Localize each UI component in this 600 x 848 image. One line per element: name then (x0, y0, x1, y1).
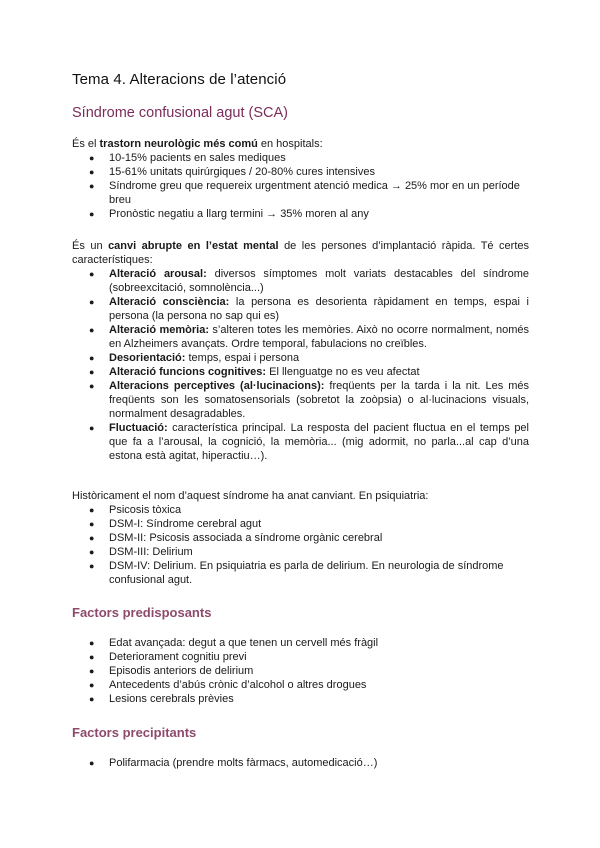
bullet-icon: ● (89, 167, 95, 177)
bullet-icon: ● (89, 758, 95, 768)
features-list (72, 267, 529, 463)
bullet-icon: ● (89, 353, 95, 363)
list-item: ● 15-61% unitats quirúrgiques / 20-80% cures intensives (89, 166, 375, 178)
list-item: ● Fluctuació: característica principal. La resposta del pacient fluctua en el temps pel que fa a l’arousal, la cognició, la memòria... (mig adormit, no parla...al cap d’una estona està agitat, hiperactiu…). (89, 422, 529, 462)
section-heading-predisposants: Factors predisposants (72, 605, 212, 620)
document-title: Tema 4. Alteracions de l’atenció (72, 71, 287, 88)
list-item: ● DSM-II: Psicosis associada a síndrome orgànic cerebral (89, 532, 383, 544)
bullet-icon: ● (89, 297, 95, 307)
list-item: ● Edat avançada: degut a que tenen un cervell més fràgil (89, 637, 379, 649)
bullet-icon: ● (89, 666, 95, 676)
bullet-icon: ● (89, 367, 95, 377)
list-item: ● DSM-III: Delirium (89, 546, 193, 558)
definition-paragraph: És un canvi abrupte en l’estat mental de les persones d’implantació ràpida. Té certes característiques: (72, 240, 529, 266)
list-item: ● Síndrome greu que requereix urgentment atenció medica → 25% mor en un període breu (89, 180, 520, 206)
list-item: ● Polifarmacia (prendre molts fàrmacs, automedicació…) (89, 757, 378, 769)
list-item: ● 10-15% pacients en sales mediques (89, 152, 286, 164)
bullet-icon: ● (89, 680, 95, 690)
predisposants-list (72, 636, 529, 706)
bullet-icon: ● (89, 269, 95, 279)
bullet-icon: ● (89, 325, 95, 335)
bullet-icon: ● (89, 181, 95, 191)
bullet-icon: ● (89, 519, 95, 529)
bullet-icon: ● (89, 533, 95, 543)
bullet-icon: ● (89, 423, 95, 433)
bullet-icon: ● (89, 638, 95, 648)
list-item: ● DSM-I: Síndrome cerebral agut (89, 518, 262, 530)
bullet-icon: ● (89, 694, 95, 704)
bullet-icon: ● (89, 153, 95, 163)
bullet-icon: ● (89, 547, 95, 557)
history-list (72, 503, 529, 587)
precipitants-list (72, 756, 529, 770)
list-item: ● Alteracions perceptives (al·lucinacions): freqüents per la tarda i la nit. Les més freqüents son les somatosensorials (sobretot la zoòpsia) o al·lucinacions visuals, normalment desagradables. (89, 380, 529, 420)
list-item: ● Antecedents d’abús crònic d’alcohol o altres drogues (89, 679, 367, 691)
bullet-icon: ● (89, 505, 95, 515)
list-item: ● Alteració arousal: diversos símptomes molt variats destacables del síndrome (sobreexcitació, somnolència...) (89, 268, 529, 294)
intro-bullet-list (72, 151, 529, 221)
section-heading-precipitants: Factors precipitants (72, 725, 197, 740)
list-item: ● Alteració funcions cognitives: El llenguatge no es veu afectat (89, 366, 420, 378)
list-item: ● DSM-IV: Delirium. En psiquiatria es parla de delirium. En neurologia de síndrome confusional agut. (89, 560, 504, 586)
list-item: ● Lesions cerebrals prèvies (89, 693, 234, 705)
bullet-icon: ● (89, 209, 95, 219)
list-item: ● Desorientació: temps, espai i persona (89, 352, 300, 364)
list-item: ● Pronòstic negatiu a llarg termini → 35% moren al any (89, 208, 369, 220)
list-item: ● Episodis anteriors de delirium (89, 665, 254, 677)
bullet-icon: ● (89, 561, 95, 571)
list-item: ● Psicosis tòxica (89, 504, 182, 516)
list-item: ● Alteració consciència: la persona es desorienta ràpidament en temps, espai i persona (la persona no sap qui es) (89, 296, 529, 322)
bullet-icon: ● (89, 652, 95, 662)
history-paragraph: Històricament el nom d’aquest síndrome ha anat canviant. En psiquiatria: (72, 490, 429, 502)
intro-paragraph: És el trastorn neurològic més comú en hospitals: (72, 138, 323, 150)
bullet-icon: ● (89, 381, 95, 391)
list-item: ● Deteriorament cognitiu previ (89, 651, 247, 663)
section-heading-sca: Síndrome confusional agut (SCA) (72, 105, 288, 121)
list-item: ● Alteració memòria: s’alteren totes les memòries. Això no ocorre normalment, només en Alzheimers avançats. Ordre temporal, fabulacions no creïbles. (89, 324, 529, 350)
